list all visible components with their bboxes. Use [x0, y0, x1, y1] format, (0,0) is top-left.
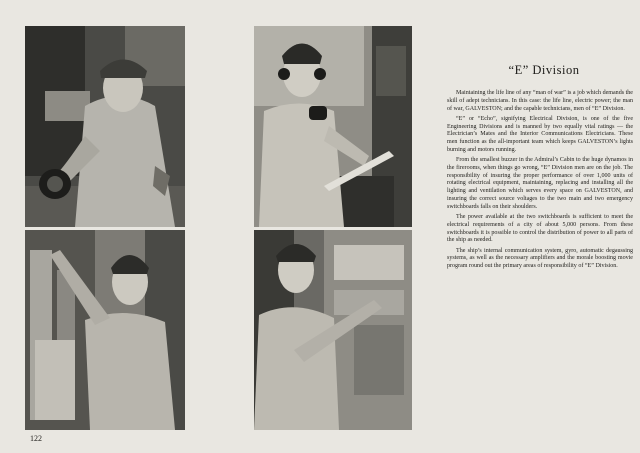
article-paragraph: The power available at the two switchboards is sufficient to meet the electrical requirements of a city of about 5,000 persons. From these switchboards it is possible to control the distribution of power to all parts of the ship as needed.: [447, 214, 633, 244]
article-paragraph: “E” or “Echo”, signifying Electrical Division, is one of the five Engineering Divisions and is manned by two equally vital ratings — the Electrician’s Mates and the Interior Communications Electricians. These men function as the all-important team which keeps GALVESTON’s lights burning and motors running.: [447, 115, 633, 153]
page-title: “E” Division: [508, 63, 580, 77]
photo-sailor-headset: [254, 26, 412, 227]
article-paragraph: From the smallest buzzer in the Admiral’s Cabin to the huge dynamos in the firerooms, when things go wrong, “E” Division men are on the job. The responsibility of insuring the proper performance of over 1,000 units of rotating electrical equipment, maintaining, replacing and installing all the lighting and ventilation which serves every space on GALVESTON, and insuring the correct source voltages to the two main and two emergency switchboards falls on their shoulders.: [447, 157, 633, 210]
article-text: [447, 90, 633, 273]
article-paragraph: The ship’s internal communication system, gyro, automatic degaussing systems, as well as the necessary amplifiers and the morale boosting movie program round out the primary areas of responsibility of “E” Division.: [447, 247, 633, 270]
photo-sailor-switchboard: [25, 230, 185, 430]
photo-sailor-motor: [25, 26, 185, 227]
page-number: 122: [30, 434, 42, 443]
article-paragraph: Maintaining the life line of any “man of war” is a job which demands the skill of adept technicians. In this case: the life line, electric power; the man of war, GALVESTON; and the capable technicians, men of “E” Division.: [447, 90, 633, 112]
photo-sailor-gauge-panel: [254, 230, 412, 430]
